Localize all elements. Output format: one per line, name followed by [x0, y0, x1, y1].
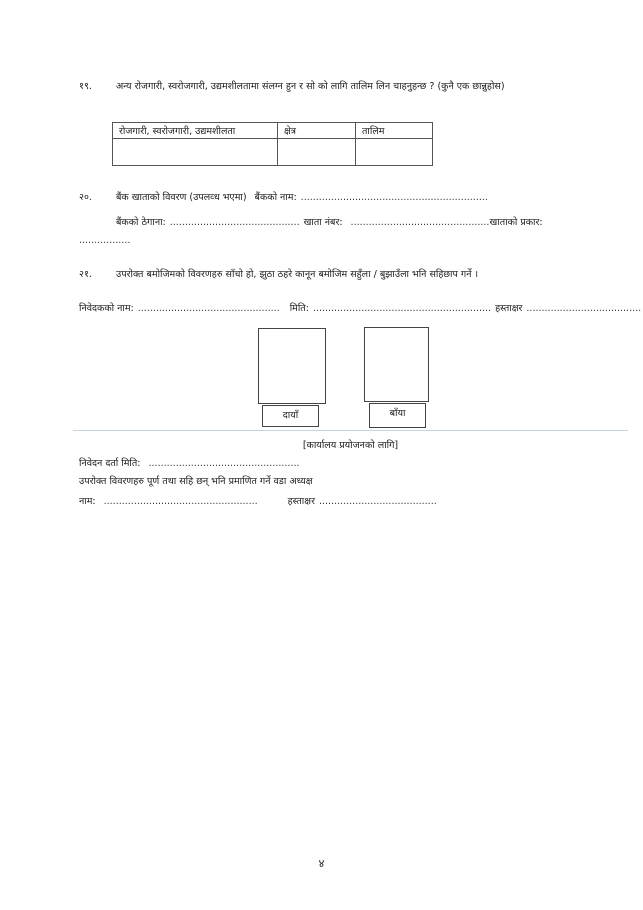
ward-chair-signature-field[interactable]: .......................................: [318, 496, 437, 507]
page-number: ४: [318, 857, 325, 870]
account-type-field[interactable]: .................: [79, 235, 131, 246]
account-type-label: खाताको प्रकार:: [489, 217, 543, 228]
table-cell-training[interactable]: [356, 139, 433, 166]
training-table: [112, 122, 433, 166]
section-divider: [73, 430, 628, 431]
ward-chair-line: [79, 495, 437, 509]
q20-line-2: [116, 216, 551, 230]
account-number-label: खाता नंबर:: [303, 217, 343, 228]
applicant-signature-label: हस्ताक्षर: [495, 303, 523, 314]
registration-date-line: [79, 457, 299, 471]
ward-chair-name-label: नाम:: [79, 496, 96, 507]
q20-line-1: [79, 191, 551, 205]
q19-number: १९.: [79, 81, 92, 92]
applicant-line: [79, 302, 642, 316]
bank-address-label: बैंकको ठेगाना:: [116, 217, 166, 228]
account-number-field[interactable]: ..............................................: [350, 217, 490, 228]
applicant-date-label: मिति:: [289, 303, 309, 314]
ward-chair-signature-label: हस्ताक्षर: [287, 496, 315, 507]
applicant-name-label: निवेदकको नाम:: [79, 303, 134, 314]
table-row: [113, 139, 433, 166]
table-header-row: [113, 123, 433, 139]
q20-title: बैंक खाताको विवरण (उपलव्ध भएमा): [116, 192, 247, 203]
registration-date-label: निवेदन दर्ता मिति:: [79, 458, 141, 469]
q21-text: उपरोक्त बमोजिमको विवरणहरु साँचो हो, झुठा ठहरे कानून बमोजिम सहुँला / बुझाउँला भनि सहिछाप गर्ने ।: [116, 269, 479, 280]
applicant-date-field[interactable]: ...........................................................: [312, 303, 492, 314]
certification-line: [79, 475, 551, 489]
q20-number: २०.: [79, 192, 92, 203]
q20-line-3: [79, 234, 139, 248]
q19-block: [79, 78, 551, 95]
office-use-heading: [कार्यालय प्रयोजनको लागि]: [302, 440, 399, 451]
certification-text: उपरोक्त विवरणहरु पूर्ण तथा सहि छन् भनि प्रमाणित गर्ने वडा अध्यक्ष: [79, 476, 313, 487]
left-thumbprint-box[interactable]: [364, 327, 429, 402]
bank-address-field[interactable]: ...........................................: [169, 217, 300, 228]
ward-chair-name-field[interactable]: ...................................................: [103, 496, 258, 507]
table-header-employment: रोजगारी, स्वरोजगारी, उद्यमशीलता: [113, 123, 278, 139]
table-cell-employment[interactable]: [113, 139, 278, 166]
bank-name-field[interactable]: ..............................................................: [300, 192, 488, 203]
q19-text-continued: छान्नुहोस): [472, 81, 505, 92]
table-header-training: तालिम: [356, 123, 433, 139]
applicant-name-field[interactable]: ...............................................: [137, 303, 280, 314]
table-cell-sector[interactable]: [278, 139, 356, 166]
right-thumbprint-label: दायाँ: [262, 405, 319, 427]
table-header-sector: क्षेत्र: [278, 123, 356, 139]
left-thumbprint-label: बाँया: [369, 403, 426, 428]
q19-text: अन्य रोजगारी, स्वरोजगारी, उद्यमशीलतामा संलग्न हुन र सो को लागि तालिम लिन चाहनुहन्छ ? (कुनै एक: [116, 81, 470, 92]
bank-name-label: बैंकको नाम:: [254, 192, 297, 203]
applicant-signature-field[interactable]: ......................................: [526, 303, 642, 314]
q21-number: २१.: [79, 269, 92, 280]
right-thumbprint-box[interactable]: [258, 328, 326, 404]
registration-date-field[interactable]: ..................................................: [148, 458, 300, 469]
q21-block: [79, 266, 551, 283]
